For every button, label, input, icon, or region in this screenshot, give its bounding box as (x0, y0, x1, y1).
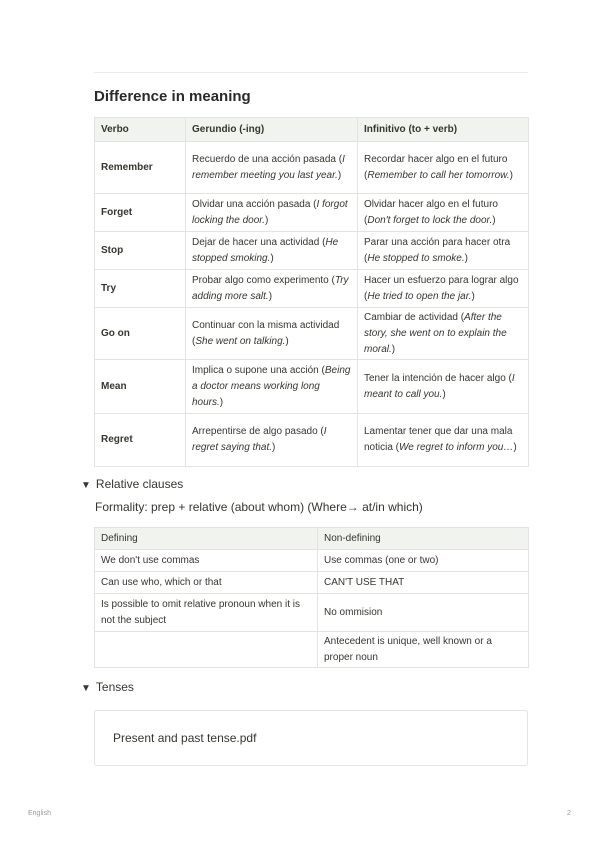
toggle-label: Relative clauses (95, 477, 184, 491)
cell-text: ) (272, 442, 276, 453)
table-row (95, 572, 529, 594)
cell-text: ) (442, 388, 446, 400)
cell-text: Arrepentirse de algo pasado ( (192, 426, 324, 437)
cell-text: ) (268, 290, 273, 302)
infinitive-cell (358, 308, 529, 360)
non-defining-cell: Use commas (one or two) (318, 550, 529, 572)
gerund-cell (186, 232, 358, 270)
table-row (95, 550, 529, 572)
file-attachment[interactable] (94, 710, 528, 766)
non-defining-cell: No ommision (318, 594, 529, 632)
column-header: Defining (95, 528, 318, 550)
verb-cell: Mean (95, 360, 186, 414)
cell-text: ) (270, 252, 274, 264)
infinitive-cell (358, 360, 529, 414)
defining-cell: We don't use commas (95, 550, 318, 572)
toggle-tenses[interactable] (81, 680, 134, 694)
table-row (95, 232, 529, 270)
cell-text: Lamentar tener que dar una mala noticia ( (364, 426, 513, 453)
cell-text: ) (509, 169, 513, 181)
example-text: I forgot locking the door. (192, 198, 348, 226)
column-header: Verbo (95, 118, 186, 142)
cell-text: Hacer un esfuerzo para lograr algo ( (364, 274, 519, 302)
triangle-down-icon[interactable]: ▼ (81, 480, 91, 491)
defining-cell (95, 632, 318, 668)
cell-text: Recordar hacer algo en el futuro ( (364, 153, 508, 181)
column-header: Non-defining (318, 528, 529, 550)
example-text: I remember meeting you last year. (192, 153, 345, 181)
gerund-cell (186, 142, 358, 194)
file-name[interactable]: Present and past tense.pdf (113, 731, 257, 745)
table-row (95, 308, 529, 360)
verb-cell: Forget (95, 194, 186, 232)
example-text: I meant to call you. (364, 372, 515, 400)
defining-cell: Can use who, which or that (95, 572, 318, 594)
gerund-cell (186, 360, 358, 414)
example-text: He stopped to smoke. (367, 252, 465, 264)
infinitive-cell (358, 270, 529, 308)
example-text: I regret saying that. (192, 426, 327, 453)
defining-cell: Is possible to omit relative pronoun when it is not the subject (95, 594, 318, 632)
toggle-label: Tenses (95, 680, 134, 694)
relative-clauses-table (94, 527, 529, 668)
table-header-row (95, 118, 529, 142)
table-row (95, 194, 529, 232)
example-text: Don't forget to lock the door. (367, 214, 493, 226)
example-text: Being a doctor means working long hours. (192, 364, 351, 408)
cell-text: Implica o supone una acción ( (192, 364, 325, 376)
cell-text: Olvidar una acción pasada ( (192, 198, 317, 210)
gerund-cell (186, 308, 358, 360)
example-text: Try adding more salt. (192, 274, 349, 302)
infinitive-cell (358, 232, 529, 270)
infinitive-cell (358, 142, 529, 194)
table-row (95, 360, 529, 414)
cell-text: ) (492, 214, 496, 226)
infinitive-cell (358, 194, 529, 232)
cell-text: Continuar con la misma actividad ( (192, 319, 340, 347)
non-defining-cell: CAN'T USE THAT (318, 572, 529, 594)
column-header: Gerundio (-ing) (186, 118, 358, 142)
example-text: Remember to call her tomorrow. (367, 169, 510, 181)
page-number: 2 (567, 810, 571, 817)
cell-text: ) (219, 396, 224, 408)
verb-cell: Go on (95, 308, 186, 360)
verb-cell: Remember (95, 142, 186, 194)
cell-text: ) (471, 290, 475, 302)
table-row (95, 142, 529, 194)
triangle-down-icon[interactable]: ▼ (81, 683, 91, 694)
table-row (95, 270, 529, 308)
table-row (95, 528, 529, 550)
verb-cell: Try (95, 270, 186, 308)
gerund-cell (186, 414, 358, 467)
example-text: He stopped smoking. (192, 236, 339, 264)
top-divider (94, 72, 528, 73)
example-text: He tried to open the jar. (367, 290, 472, 302)
cell-text: Cambiar de actividad ( (364, 311, 465, 323)
cell-text: ) (391, 343, 396, 355)
non-defining-cell: Antecedent is unique, well known or a proper noun (318, 632, 529, 668)
cell-text: ) (337, 169, 342, 181)
infinitive-cell (358, 414, 529, 467)
footer-title: English (28, 810, 51, 817)
verb-cell: Stop (95, 232, 186, 270)
table-row (95, 414, 529, 467)
gerund-cell (186, 194, 358, 232)
verb-cell: Regret (95, 414, 186, 467)
example-text: We regret to inform you… (399, 442, 514, 453)
column-header: Infinitivo (to + verb) (358, 118, 529, 142)
cell-text: ) (285, 335, 289, 347)
example-text: She went on talking. (195, 335, 286, 347)
cell-text: Dejar de hacer una actividad ( (192, 236, 326, 248)
formality-note: Formality: prep + relative (about whom) (Where→ at/in which) (95, 500, 423, 514)
cell-text: ) (265, 214, 269, 226)
table-row (95, 594, 529, 632)
example-text: After the story, she went on to explain the moral. (364, 311, 507, 355)
cell-text: Recuerdo de una acción pasada ( (192, 153, 343, 165)
cell-text: Probar algo como experimento ( (192, 274, 335, 286)
cell-text: Tener la intención de hacer algo ( (364, 372, 512, 384)
cell-text: Olvidar hacer algo en el futuro ( (364, 198, 498, 226)
meaning-table (94, 117, 529, 467)
toggle-relative-clauses[interactable] (81, 477, 183, 491)
section-title: Difference in meaning (94, 88, 251, 105)
cell-text: ) (464, 252, 468, 264)
gerund-cell (186, 270, 358, 308)
cell-text: Parar una acción para hacer otra ( (364, 236, 511, 264)
cell-text: ) (513, 442, 517, 453)
table-row (95, 632, 529, 668)
